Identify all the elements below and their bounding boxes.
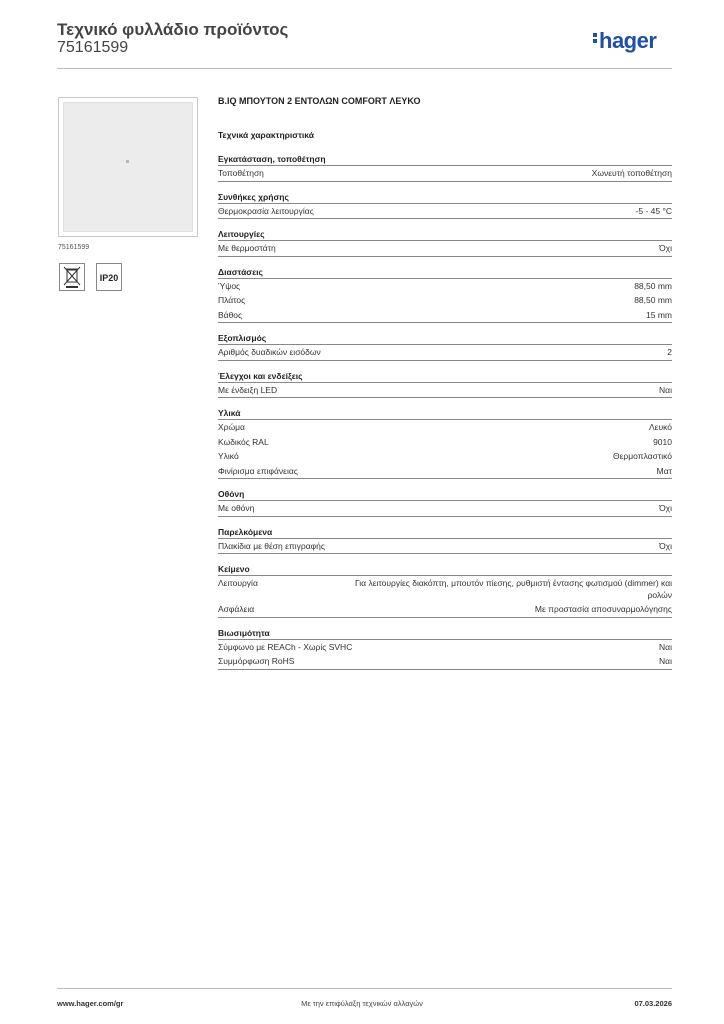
spec-label: Θερμοκρασία λειτουργίας xyxy=(218,205,314,216)
product-code: 75161599 xyxy=(57,39,129,56)
switch-plate xyxy=(63,102,193,232)
specs-table xyxy=(218,153,672,679)
spec-label: Συμμόρφωση RoHS xyxy=(218,656,295,666)
logo-dots-icon xyxy=(593,31,598,45)
spec-group xyxy=(218,370,672,399)
spec-group xyxy=(218,627,672,670)
spec-value: 88,50 mm xyxy=(634,280,672,291)
footer-disclaimer: Με την επιφύλαξη τεχνικών αλλαγών xyxy=(301,999,423,1008)
footer-website[interactable]: www.hager.com/gr xyxy=(57,999,124,1008)
spec-value: Χωνευτή τοποθέτηση xyxy=(591,168,672,178)
spec-group xyxy=(218,228,672,257)
document-title: Τεχνικό φυλλάδιο προϊόντος xyxy=(57,20,289,39)
spec-group-title: Εγκατάσταση, τοποθέτηση xyxy=(218,153,672,166)
spec-value: 9010 xyxy=(653,436,672,447)
spec-group xyxy=(218,526,672,555)
spec-label: Χρώμα xyxy=(218,422,245,432)
spec-row xyxy=(218,204,672,220)
spec-group xyxy=(218,407,672,479)
spec-label: Με θερμοστάτη xyxy=(218,243,276,253)
spec-label: Με ένδειξη LED xyxy=(218,384,278,395)
spec-row xyxy=(218,383,672,399)
spec-row xyxy=(218,345,672,361)
spec-row xyxy=(218,308,672,324)
product-image xyxy=(58,97,198,237)
spec-row xyxy=(218,640,672,655)
spec-group xyxy=(218,191,672,220)
spec-label: Υλικό xyxy=(218,451,239,461)
spec-row xyxy=(218,449,672,464)
spec-value: Για λειτουργίες διακόπτη, μπουτόν πίεσης, ρυθμιστή έντασης φωτισμού (dimmer) και ρολών xyxy=(354,578,672,600)
spec-group-title: Κείμενο xyxy=(218,563,672,576)
spec-value: 88,50 mm xyxy=(634,295,672,305)
spec-value: 2 xyxy=(667,347,672,357)
spec-value: Θερμοπλαστικό xyxy=(612,451,672,461)
spec-value: -5 - 45 °C xyxy=(635,205,672,216)
spec-label: Φινίρισμα επιφάνειας xyxy=(218,465,298,476)
spec-label: Ασφάλεια xyxy=(218,604,255,614)
image-caption: 75161599 xyxy=(58,244,90,251)
spec-label: Κωδικός RAL xyxy=(218,436,269,447)
spec-label: Σύμφωνο με REACh - Χωρίς SVHC xyxy=(218,641,353,652)
weee-bin-icon xyxy=(59,263,85,291)
spec-row xyxy=(218,501,672,517)
spec-row xyxy=(218,293,672,308)
spec-group-title: Διαστάσεις xyxy=(218,266,672,279)
spec-group-title: Υλικά xyxy=(218,407,672,420)
spec-row xyxy=(218,435,672,450)
spec-row xyxy=(218,602,672,618)
spec-row xyxy=(218,241,672,257)
spec-value: Ματ xyxy=(656,465,672,476)
spec-label: Τοποθέτηση xyxy=(218,168,264,178)
section-title: Τεχνικά χαρακτηριστικά xyxy=(218,130,314,140)
spec-group-title: Εξοπλισμός xyxy=(218,332,672,345)
footer-divider xyxy=(57,988,672,989)
spec-value: Με προστασία αποσυναρμολόγησης xyxy=(534,604,672,614)
product-name: B.IQ ΜΠΟΥΤΟΝ 2 ΕΝΤΟΛΩΝ COMFORT ΛΕΥΚΟ xyxy=(218,96,421,106)
spec-group-title: Έλεγχοι και ενδείξεις xyxy=(218,370,672,383)
spec-row xyxy=(218,464,672,480)
footer-date: 07.03.2026 xyxy=(634,999,672,1008)
spec-row xyxy=(218,166,672,182)
spec-value: Ναι xyxy=(659,384,672,395)
spec-value: Όχι xyxy=(659,503,672,513)
hager-logo: hager xyxy=(593,28,656,54)
spec-label: Ύψος xyxy=(218,280,241,291)
ip-rating-badge: IP20 xyxy=(96,263,122,291)
spec-row xyxy=(218,420,672,435)
spec-group xyxy=(218,488,672,517)
spec-value: Όχι xyxy=(659,243,672,253)
spec-row xyxy=(218,279,672,294)
spec-group-title: Βιωσιμότητα xyxy=(218,627,672,640)
spec-value: 15 mm xyxy=(646,309,672,320)
spec-value: Ναι xyxy=(659,656,672,666)
spec-value: Λευκό xyxy=(649,422,672,432)
spec-group xyxy=(218,153,672,182)
spec-group-title: Συνθήκες χρήσης xyxy=(218,191,672,204)
spec-label: Βάθος xyxy=(218,309,243,320)
spec-value: Όχι xyxy=(659,540,672,551)
spec-value: Ναι xyxy=(659,641,672,652)
spec-group xyxy=(218,563,672,618)
spec-label: Πλακίδια με θέση επιγραφής xyxy=(218,540,325,551)
spec-label: Με οθόνη xyxy=(218,503,255,513)
spec-row xyxy=(218,576,672,602)
spec-label: Αριθμός δυαδικών εισόδων xyxy=(218,347,321,357)
spec-label: Πλάτος xyxy=(218,295,246,305)
spec-group-title: Λειτουργίες xyxy=(218,228,672,241)
spec-row xyxy=(218,539,672,555)
spec-group xyxy=(218,266,672,324)
spec-group-title: Παρελκόμενα xyxy=(218,526,672,539)
led-indicator xyxy=(126,160,129,163)
spec-row xyxy=(218,654,672,670)
spec-group xyxy=(218,332,672,361)
spec-label: Λειτουργία xyxy=(218,578,258,588)
header-divider xyxy=(57,68,672,69)
spec-group-title: Οθόνη xyxy=(218,488,672,501)
